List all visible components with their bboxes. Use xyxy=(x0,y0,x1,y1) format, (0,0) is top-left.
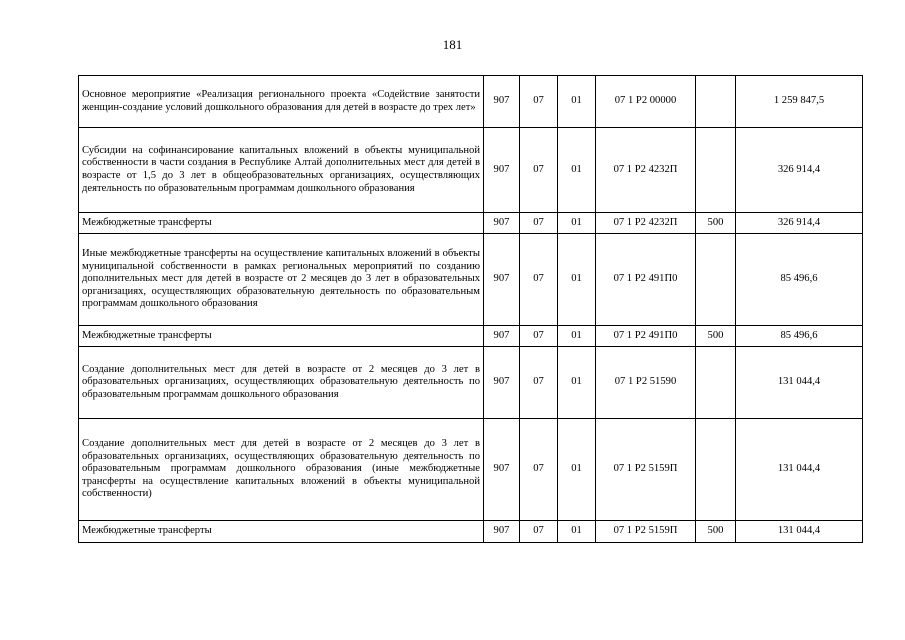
subsection-code: 01 xyxy=(558,128,596,213)
amount: 1 259 847,5 xyxy=(736,76,863,128)
section-code: 07 xyxy=(520,128,558,213)
section-code: 07 xyxy=(520,76,558,128)
ministry-code: 907 xyxy=(484,419,520,521)
expense-type-code: 500 xyxy=(696,521,736,543)
target-article-code: 07 1 P2 491П0 xyxy=(596,234,696,326)
expense-type-code xyxy=(696,76,736,128)
expense-type-code xyxy=(696,234,736,326)
target-article-code: 07 1 P2 4232П xyxy=(596,128,696,213)
section-code: 07 xyxy=(520,326,558,347)
subsection-code: 01 xyxy=(558,234,596,326)
subsection-code: 01 xyxy=(558,521,596,543)
row-description: Основное мероприятие «Реализация регионального проекта «Содействие занятости женщин-создание условий дошкольного образования для детей в возрасте до трех лет» xyxy=(79,76,484,128)
amount: 85 496,6 xyxy=(736,326,863,347)
ministry-code: 907 xyxy=(484,347,520,419)
row-description: Межбюджетные трансферты xyxy=(79,521,484,543)
row-description: Иные межбюджетные трансферты на осуществление капитальных вложений в объекты муниципальной собственности в рамках региональных мероприятий по созданию дополнительных мест для детей в возрасте от 2 месяцев до 3 лет в образовательных организациях, осуществляющих образовательную деятельность по образовательным программам дошкольного образования xyxy=(79,234,484,326)
ministry-code: 907 xyxy=(484,76,520,128)
amount: 326 914,4 xyxy=(736,128,863,213)
amount: 326 914,4 xyxy=(736,213,863,234)
ministry-code: 907 xyxy=(484,326,520,347)
table-row xyxy=(79,234,863,326)
amount: 131 044,4 xyxy=(736,347,863,419)
ministry-code: 907 xyxy=(484,128,520,213)
target-article-code: 07 1 P2 5159П xyxy=(596,419,696,521)
table-row xyxy=(79,76,863,128)
target-article-code: 07 1 P2 491П0 xyxy=(596,326,696,347)
section-code: 07 xyxy=(520,347,558,419)
ministry-code: 907 xyxy=(484,521,520,543)
amount: 131 044,4 xyxy=(736,419,863,521)
subsection-code: 01 xyxy=(558,213,596,234)
expense-type-code: 500 xyxy=(696,213,736,234)
amount: 131 044,4 xyxy=(736,521,863,543)
table-row xyxy=(79,326,863,347)
target-article-code: 07 1 P2 00000 xyxy=(596,76,696,128)
row-description: Создание дополнительных мест для детей в возрасте от 2 месяцев до 3 лет в образовательных организациях, осуществляющих образовательную деятельность по образовательным программам дошкольного образования xyxy=(79,347,484,419)
section-code: 07 xyxy=(520,419,558,521)
subsection-code: 01 xyxy=(558,419,596,521)
ministry-code: 907 xyxy=(484,234,520,326)
target-article-code: 07 1 P2 4232П xyxy=(596,213,696,234)
table-row xyxy=(79,521,863,543)
subsection-code: 01 xyxy=(558,347,596,419)
row-description: Субсидии на софинансирование капитальных вложений в объекты муниципальной собственности в части создания в Республике Алтай дополнительных мест для детей в возрасте от 1,5 до 3 лет в общеобразовательных организациях, осуществляющих деятельность по образовательным программам дошкольного образования xyxy=(79,128,484,213)
target-article-code: 07 1 P2 51590 xyxy=(596,347,696,419)
subsection-code: 01 xyxy=(558,326,596,347)
section-code: 07 xyxy=(520,213,558,234)
section-code: 07 xyxy=(520,234,558,326)
table-row xyxy=(79,347,863,419)
amount: 85 496,6 xyxy=(736,234,863,326)
section-code: 07 xyxy=(520,521,558,543)
subsection-code: 01 xyxy=(558,76,596,128)
expense-type-code: 500 xyxy=(696,326,736,347)
budget-table xyxy=(78,75,863,543)
expense-type-code xyxy=(696,128,736,213)
page-number: 181 xyxy=(442,37,463,52)
expense-type-code xyxy=(696,419,736,521)
ministry-code: 907 xyxy=(484,213,520,234)
table-row xyxy=(79,213,863,234)
table-row xyxy=(79,128,863,213)
row-description: Создание дополнительных мест для детей в возрасте от 2 месяцев до 3 лет в образовательных организациях, осуществляющих образовательную деятельность по образовательным программам дошкольного образования (иные межбюджетные трансферты на осуществление капитальных вложений в объекты муниципальной собственности) xyxy=(79,419,484,521)
target-article-code: 07 1 P2 5159П xyxy=(596,521,696,543)
row-description: Межбюджетные трансферты xyxy=(79,326,484,347)
row-description: Межбюджетные трансферты xyxy=(79,213,484,234)
table-row xyxy=(79,419,863,521)
expense-type-code xyxy=(696,347,736,419)
